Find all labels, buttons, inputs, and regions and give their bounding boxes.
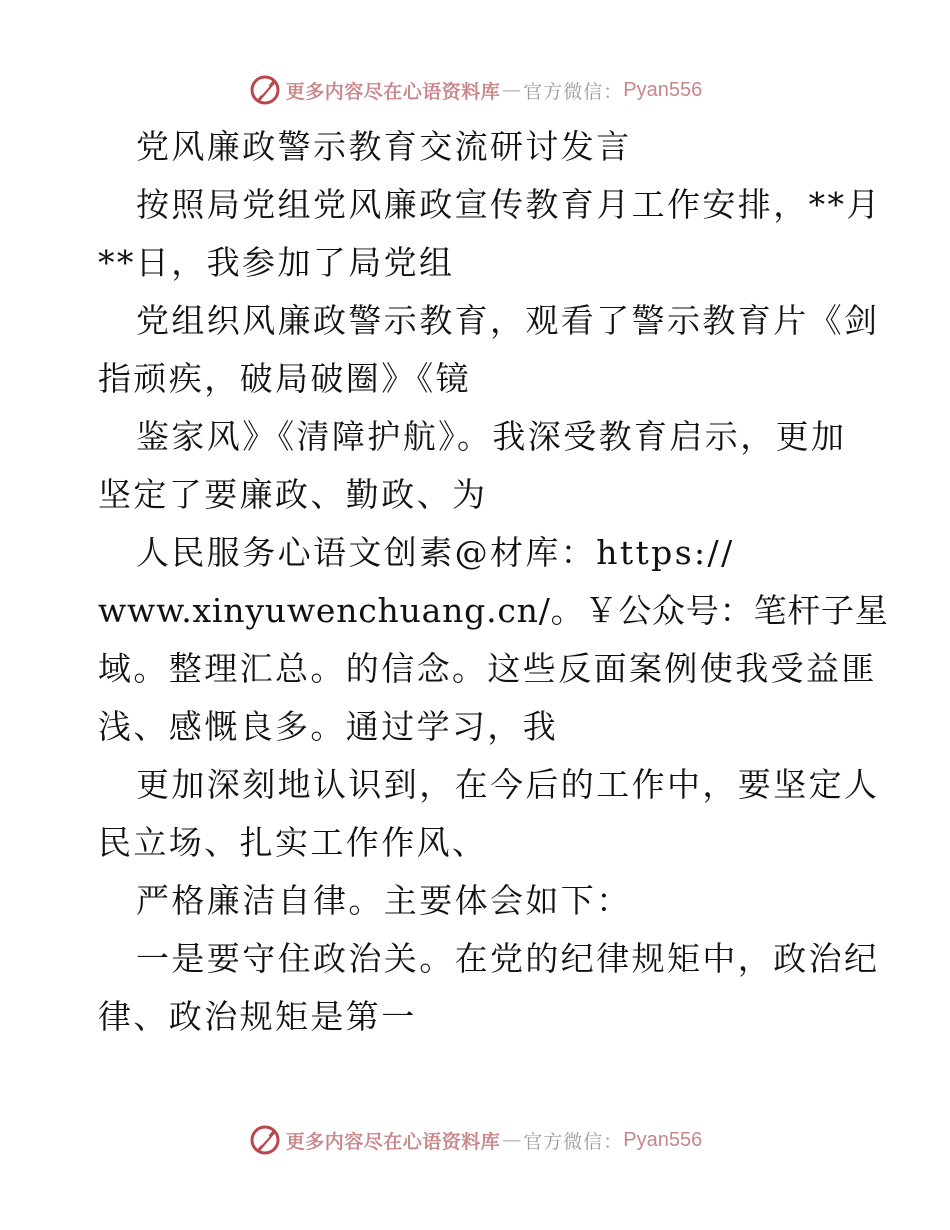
document-line: 指顽疾，破局破圈》《镜 — [98, 359, 471, 398]
document-line: 严格廉洁自律。主要体会如下： — [136, 881, 632, 920]
banner-wechat-id: Pyan556 — [623, 78, 703, 101]
header-banner — [0, 72, 950, 108]
document-line: 律、政治规矩是第一 — [98, 997, 417, 1036]
document-line: 党风廉政警示教育交流研讨发言 — [136, 127, 632, 166]
document-line: 一是要守住政治关。在党的纪律规矩中，政治纪 — [136, 939, 880, 978]
quill-logo-icon — [248, 73, 282, 107]
banner-lead-text: 更多内容尽在心语资料库 — [285, 80, 501, 103]
banner-separator: — — [502, 79, 522, 101]
document-line: 按照局党组党风廉政宣传教育月工作安排，**月 — [136, 185, 882, 224]
document-body — [98, 118, 889, 1046]
document-line: 域。整理汇总。的信念。这些反面案例使我受益匪 — [98, 649, 877, 688]
document-line: 鉴家风》《清障护航》。我深受教育启示，更加 — [136, 417, 847, 456]
quill-logo-icon — [248, 1123, 282, 1157]
document-line: 更加深刻地认识到，在今后的工作中，要坚定人 — [136, 765, 880, 804]
document-line: 民立场、扎实工作作风、 — [98, 823, 488, 862]
footer-banner — [0, 1122, 950, 1158]
banner-wechat-label: 官方微信： — [523, 80, 624, 103]
document-line: 人民服务心语文创素@材库：https:// — [136, 533, 735, 572]
document-line: 浅、感慨良多。通过学习，我 — [98, 707, 559, 746]
banner-wechat-label: 官方微信： — [523, 1130, 624, 1153]
document-line: www.xinyuwenchuang.cn/。￥公众号：笔杆子星 — [98, 591, 889, 630]
document-line: 坚定了要廉政、勤政、为 — [98, 475, 488, 514]
document-line: 党组织风廉政警示教育，观看了警示教育片《剑 — [136, 301, 880, 340]
banner-wechat-id: Pyan556 — [623, 1128, 703, 1151]
banner-separator: — — [502, 1129, 522, 1151]
banner-lead-text: 更多内容尽在心语资料库 — [285, 1130, 501, 1153]
document-line: **日，我参加了局党组 — [98, 243, 455, 282]
